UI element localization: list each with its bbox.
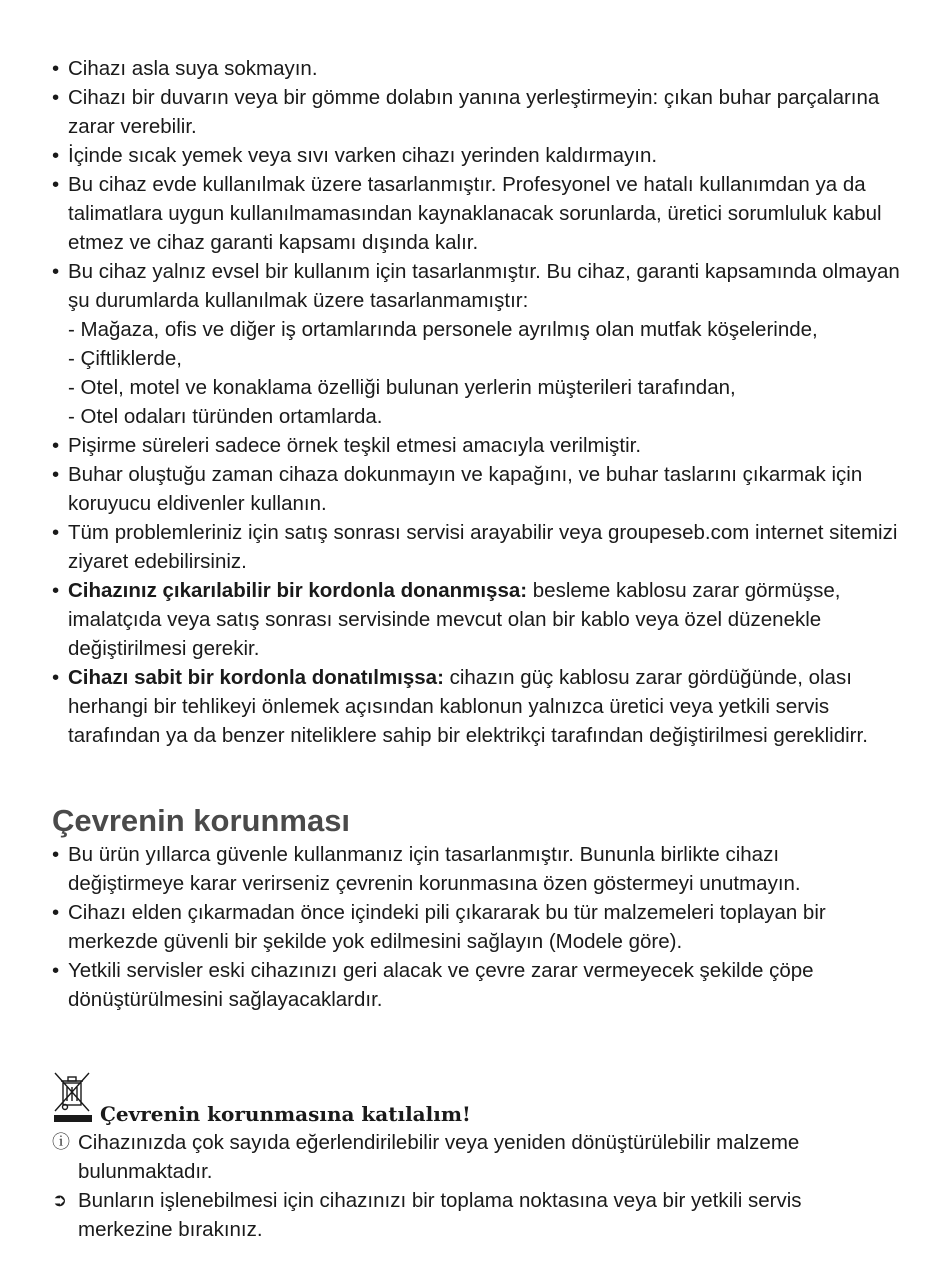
bullet: • [52,144,60,167]
arrow-note: ➲ Bunların işlenebilmesi için cihazınızı bir toplama noktasına veya bir yetkili servis merkezine bırakınız. [52,1186,900,1244]
list-item: • Yetkili servisler eski cihazınızı geri alacak ve çevre zarar vermeyecek şekilde çöpe dönüştürülmesini sağlayacaklardır. [52,956,900,1014]
list-item: • Pişirme süreleri sadece örnek teşkil etmesi amacıyla verilmiştir. [52,431,900,460]
bullet: • [52,579,60,602]
bullet: • [52,57,60,80]
list-item: • Cihazınız çıkarılabilir bir kordonla donanmışsa: besleme kablosu zarar görmüşse, imalatçıda veya satış sonrası servisinde mevcut olan bir kablo veya özel düzenekle değiştirilmesi gerekir. [52,576,900,663]
list-item: • İçinde sıcak yemek veya sıvı varken cihazı yerinden kaldırmayın. [52,141,900,170]
recycling-block [52,1072,900,1244]
sub-list-item: - Otel odaları türünden ortamlarda. [68,405,383,428]
bullet: • [52,666,60,689]
info-icon: ⓘ [52,1132,70,1152]
bullet: • [52,260,60,283]
list-item: • Cihazı sabit bir kordonla donatılmışsa: cihazın güç kablosu zarar gördüğünde, olası herhangi bir tehlikeyi önlemek açısından kablonun yalnızca üretici veya yetkili servis tarafından ya da benzer niteliklere sahip bir elektrikçi tarafından değiştirilmesi gereklidirr. [52,663,900,750]
crossed-out-bin-icon [52,1069,94,1128]
bullet: • [52,843,60,866]
bullet: • [52,521,60,544]
list-item: • Bu cihaz evde kullanılmak üzere tasarlanmıştır. Profesyonel ve hatalı kullanımdan ya da talimatlara uygun kullanılmamasından kaynaklanacak sorunlarda, üretici sorumluluk kabul etmez ve cihaz garanti kapsamı dışında kalır. [52,170,900,257]
recycling-title: Çevrenin korunmasına katılalım! [100,1102,471,1126]
bullet: • [52,173,60,196]
list-item: • Bu cihaz yalnız evsel bir kullanım için tasarlanmıştır. Bu cihaz, garanti kapsamında olmayan şu durumlarda kullanılmak üzere tasarlanmamıştır: [52,257,900,315]
bullet: • [52,463,60,486]
bullet: • [52,901,60,924]
bullet: • [52,86,60,109]
list-item: • Buhar oluştuğu zaman cihaza dokunmayın ve kapağını, ve buhar taslarını çıkarmak için koruyucu eldivenler kullanın. [52,460,900,518]
arrow-icon: ➲ [52,1190,68,1210]
sub-list-item: - Çiftliklerde, [68,347,182,370]
bullet: • [52,434,60,457]
list-item: • Tüm problemleriniz için satış sonrası servisi arayabilir veya groupeseb.com internet sitemizi ziyaret edebilirsiniz. [52,518,900,576]
environment-list [52,840,900,1014]
list-item: • Cihazı asla suya sokmayın. [52,54,900,83]
sub-list-item: - Mağaza, ofis ve diğer iş ortamlarında personele ayrılmış olan mutfak köşelerinde, [68,318,818,341]
info-note: ⓘ Cihazınızda çok sayıda eğerlendirilebilir veya yeniden dönüştürülebilir malzeme bulunmaktadır. [52,1128,900,1186]
list-item: • Cihazı elden çıkarmadan önce içindeki pili çıkararak bu tür malzemeleri toplayan bir merkezde güvenli bir şekilde yok edilmesini sağlayın (Modele göre). [52,898,900,956]
safety-list [52,54,900,750]
list-item: • Cihazı bir duvarın veya bir gömme dolabın yanına yerleştirmeyin: çıkan buhar parçalarına zarar verebilir. [52,83,900,141]
document-page [52,54,900,1244]
section-heading: Çevrenin korunması [52,803,351,838]
recycling-heading-row [52,1072,900,1128]
sub-list-item: - Otel, motel ve konaklama özelliği bulunan yerlerin müşterileri tarafından, [68,376,736,399]
bullet: • [52,959,60,982]
list-item: • Bu ürün yıllarca güvenle kullanmanız için tasarlanmıştır. Bununla birlikte cihazı değiştirmeye karar verirseniz çevrenin korunmasına özen göstermeyi unutmayın. [52,840,900,898]
